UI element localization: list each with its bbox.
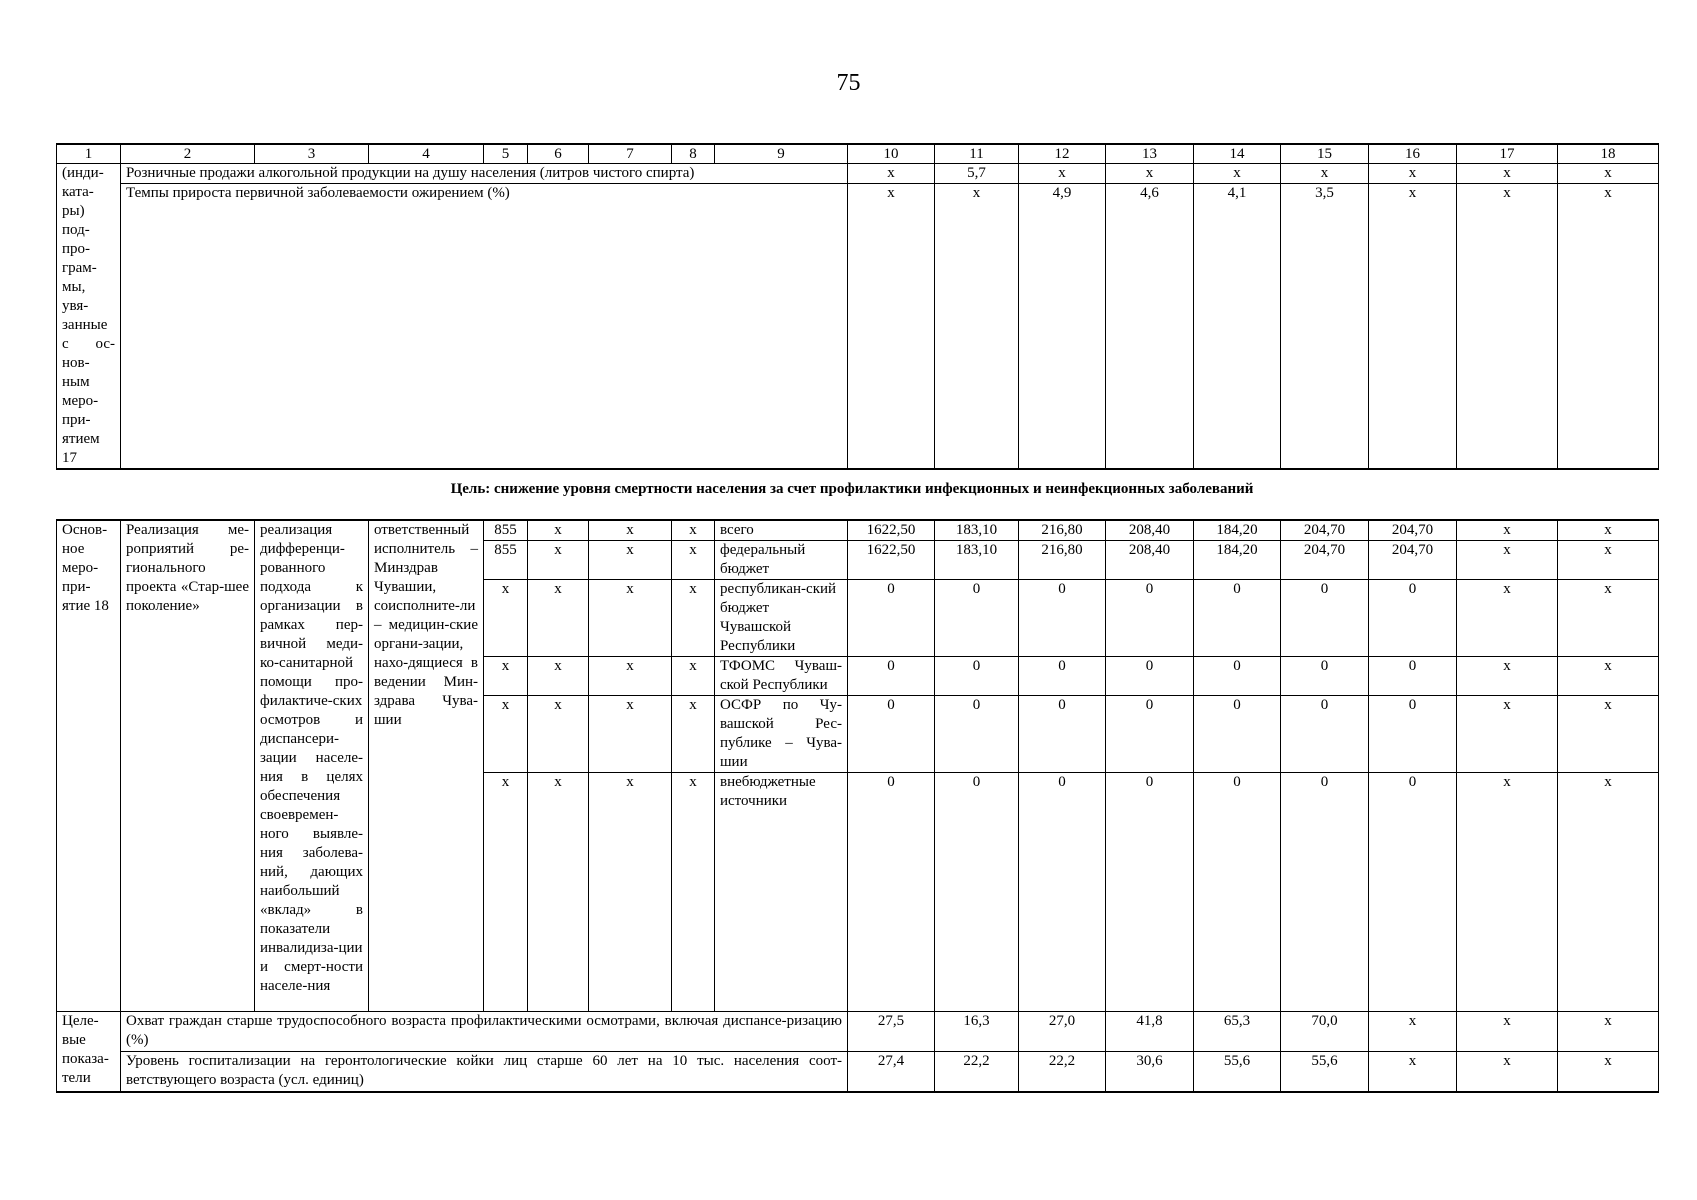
code-cell: x: [589, 541, 672, 580]
value-cell: 183,10: [935, 520, 1019, 541]
value-cell: x: [1457, 164, 1558, 184]
value-cell: 0: [1281, 657, 1369, 696]
code-cell: x: [484, 657, 528, 696]
value-cell: 0: [1194, 773, 1281, 1012]
value-cell: 0: [935, 657, 1019, 696]
code-cell: x: [528, 657, 589, 696]
code-cell: 855: [484, 520, 528, 541]
target-text: Уровень госпитализации на геронтологические койки лиц старше 60 лет на 10 тыс. населения соот-ветствующего возраста (усл. единиц): [121, 1052, 848, 1092]
header-cell: 18: [1558, 144, 1659, 164]
value-cell: x: [1281, 164, 1369, 184]
value-cell: 27,0: [1019, 1012, 1106, 1052]
value-cell: x: [1457, 657, 1558, 696]
header-cell: 14: [1194, 144, 1281, 164]
funding-source: всего: [715, 520, 848, 541]
value-cell: x: [935, 184, 1019, 469]
code-cell: x: [528, 580, 589, 657]
header-cell: 3: [255, 144, 369, 164]
value-cell: x: [1369, 1052, 1457, 1092]
value-cell: 208,40: [1106, 541, 1194, 580]
code-cell: x: [484, 580, 528, 657]
value-cell: 0: [1194, 580, 1281, 657]
header-cell: 17: [1457, 144, 1558, 164]
funding-row: [57, 520, 1659, 541]
value-cell: x: [1558, 657, 1659, 696]
value-cell: 0: [935, 580, 1019, 657]
header-cell: 13: [1106, 144, 1194, 164]
code-cell: x: [484, 696, 528, 773]
code-cell: x: [528, 773, 589, 1012]
funding-source: республикан-ский бюджет Чувашской Республики: [715, 580, 848, 657]
code-cell: x: [528, 520, 589, 541]
value-cell: 0: [848, 696, 935, 773]
value-cell: x: [1457, 1012, 1558, 1052]
value-cell: x: [1457, 1052, 1558, 1092]
measure-description: реализация дифференци-рованного подхода к организации в рамках пер-вичной меди-ко-санитарной помощи про-филактиче-ских осмотров и диспансери-зации населе-ния в целях обеспечения своевремен-ного выявле-ния заболева-ний, дающих наибольший «вклад» в показатели инвалидиза-ции и смерт-ности населе-ния: [255, 520, 369, 1012]
value-cell: 204,70: [1281, 541, 1369, 580]
code-cell: x: [484, 773, 528, 1012]
value-cell: 0: [848, 657, 935, 696]
value-cell: 3,5: [1281, 184, 1369, 469]
header-cell: 11: [935, 144, 1019, 164]
value-cell: 0: [1106, 696, 1194, 773]
value-cell: 204,70: [1369, 520, 1457, 541]
value-cell: 55,6: [1281, 1052, 1369, 1092]
value-cell: 0: [1194, 657, 1281, 696]
value-cell: 204,70: [1281, 520, 1369, 541]
targets-label: Целе-вые показа-тели: [57, 1012, 121, 1092]
value-cell: x: [1457, 580, 1558, 657]
value-cell: x: [848, 184, 935, 469]
value-cell: x: [1106, 164, 1194, 184]
value-cell: 0: [1281, 580, 1369, 657]
indicator-text: Розничные продажи алкогольной продукции на душу населения (литров чистого спирта): [121, 164, 848, 184]
value-cell: 184,20: [1194, 520, 1281, 541]
value-cell: 0: [935, 696, 1019, 773]
value-cell: x: [1369, 164, 1457, 184]
value-cell: x: [1558, 520, 1659, 541]
value-cell: 0: [935, 773, 1019, 1012]
value-cell: 22,2: [1019, 1052, 1106, 1092]
funding-source: федеральный бюджет: [715, 541, 848, 580]
header-cell: 5: [484, 144, 528, 164]
value-cell: 4,6: [1106, 184, 1194, 469]
code-cell: x: [589, 657, 672, 696]
value-cell: 0: [848, 773, 935, 1012]
value-cell: 0: [1369, 580, 1457, 657]
header-cell: 2: [121, 144, 255, 164]
code-cell: x: [528, 541, 589, 580]
value-cell: 70,0: [1281, 1012, 1369, 1052]
value-cell: x: [1457, 184, 1558, 469]
value-cell: 4,1: [1194, 184, 1281, 469]
value-cell: x: [1457, 541, 1558, 580]
header-cell: 10: [848, 144, 935, 164]
value-cell: 22,2: [935, 1052, 1019, 1092]
indicators-label: (инди-ката-ры) под-про-грам-мы, увя-занные с ос-нов-ным меро-при-ятием 17: [57, 164, 121, 470]
value-cell: x: [1558, 696, 1659, 773]
value-cell: 16,3: [935, 1012, 1019, 1052]
measure-table: [56, 519, 1659, 1093]
value-cell: 183,10: [935, 541, 1019, 580]
value-cell: 0: [1369, 657, 1457, 696]
code-cell: x: [672, 773, 715, 1012]
value-cell: 27,4: [848, 1052, 935, 1092]
value-cell: 216,80: [1019, 541, 1106, 580]
header-cell: 6: [528, 144, 589, 164]
code-cell: x: [528, 696, 589, 773]
value-cell: x: [1558, 541, 1659, 580]
value-cell: x: [1558, 1052, 1659, 1092]
value-cell: 0: [1194, 696, 1281, 773]
value-cell: 0: [1106, 773, 1194, 1012]
column-number-row: [57, 144, 1659, 164]
value-cell: 0: [1019, 773, 1106, 1012]
header-cell: 16: [1369, 144, 1457, 164]
value-cell: 0: [848, 580, 935, 657]
indicators-table: [56, 143, 1659, 470]
value-cell: 204,70: [1369, 541, 1457, 580]
header-cell: 8: [672, 144, 715, 164]
value-cell: x: [1558, 1012, 1659, 1052]
indicator-text: Темпы прироста первичной заболеваемости ожирением (%): [121, 184, 848, 469]
value-cell: 216,80: [1019, 520, 1106, 541]
header-cell: 7: [589, 144, 672, 164]
value-cell: 0: [1019, 696, 1106, 773]
value-cell: 4,9: [1019, 184, 1106, 469]
value-cell: x: [1558, 164, 1659, 184]
value-cell: x: [1558, 184, 1659, 469]
target-row: [57, 1052, 1659, 1092]
value-cell: 27,5: [848, 1012, 935, 1052]
value-cell: 0: [1106, 580, 1194, 657]
value-cell: x: [1457, 520, 1558, 541]
code-cell: x: [589, 696, 672, 773]
value-cell: x: [1369, 184, 1457, 469]
value-cell: 0: [1369, 696, 1457, 773]
code-cell: x: [589, 520, 672, 541]
value-cell: x: [1194, 164, 1281, 184]
goal-heading: Цель: снижение уровня смертности населения за счет профилактики инфекционных и неинфекционных заболеваний: [450, 481, 1254, 497]
value-cell: 0: [1019, 657, 1106, 696]
code-cell: x: [672, 520, 715, 541]
code-cell: x: [672, 580, 715, 657]
value-cell: 208,40: [1106, 520, 1194, 541]
value-cell: x: [1558, 773, 1659, 1012]
value-cell: 30,6: [1106, 1052, 1194, 1092]
header-cell: 1: [57, 144, 121, 164]
value-cell: 1622,50: [848, 520, 935, 541]
target-text: Охват граждан старше трудоспособного возраста профилактическими осмотрами, включая диспансе-ризацию (%): [121, 1012, 848, 1052]
value-cell: 0: [1019, 580, 1106, 657]
measure-executor: ответственный исполнитель – Минздрав Чувашии, соисполните-ли – медицин-ские органи-зации, нахо-дящиеся в ведении Мин-здрава Чува-шии: [369, 520, 484, 1012]
value-cell: 184,20: [1194, 541, 1281, 580]
funding-source: внебюджетные источники: [715, 773, 848, 1012]
value-cell: 41,8: [1106, 1012, 1194, 1052]
value-cell: 5,7: [935, 164, 1019, 184]
funding-source: ОСФР по Чу-вашской Рес-публике – Чува-шии: [715, 696, 848, 773]
code-cell: x: [672, 541, 715, 580]
table-row: [57, 164, 1659, 184]
page-number: 75: [836, 70, 861, 96]
value-cell: 1622,50: [848, 541, 935, 580]
code-cell: x: [672, 657, 715, 696]
value-cell: x: [1558, 580, 1659, 657]
code-cell: x: [672, 696, 715, 773]
value-cell: 0: [1369, 773, 1457, 1012]
value-cell: x: [1019, 164, 1106, 184]
header-cell: 12: [1019, 144, 1106, 164]
code-cell: x: [589, 773, 672, 1012]
value-cell: 55,6: [1194, 1052, 1281, 1092]
value-cell: x: [1457, 696, 1558, 773]
value-cell: 65,3: [1194, 1012, 1281, 1052]
header-cell: 4: [369, 144, 484, 164]
target-row: [57, 1012, 1659, 1052]
value-cell: 0: [1106, 657, 1194, 696]
value-cell: 0: [1281, 696, 1369, 773]
value-cell: x: [1369, 1012, 1457, 1052]
code-cell: 855: [484, 541, 528, 580]
header-cell: 15: [1281, 144, 1369, 164]
value-cell: x: [848, 164, 935, 184]
measure-name: Реализация ме-роприятий ре-гионального проекта «Стар-шее поколение»: [121, 520, 255, 1012]
measure-label: Основ-ное меро-при-ятие 18: [57, 520, 121, 1012]
value-cell: x: [1457, 773, 1558, 1012]
value-cell: 0: [1281, 773, 1369, 1012]
table-row: [57, 184, 1659, 469]
code-cell: x: [589, 580, 672, 657]
header-cell: 9: [715, 144, 848, 164]
funding-source: ТФОМС Чуваш-ской Республики: [715, 657, 848, 696]
